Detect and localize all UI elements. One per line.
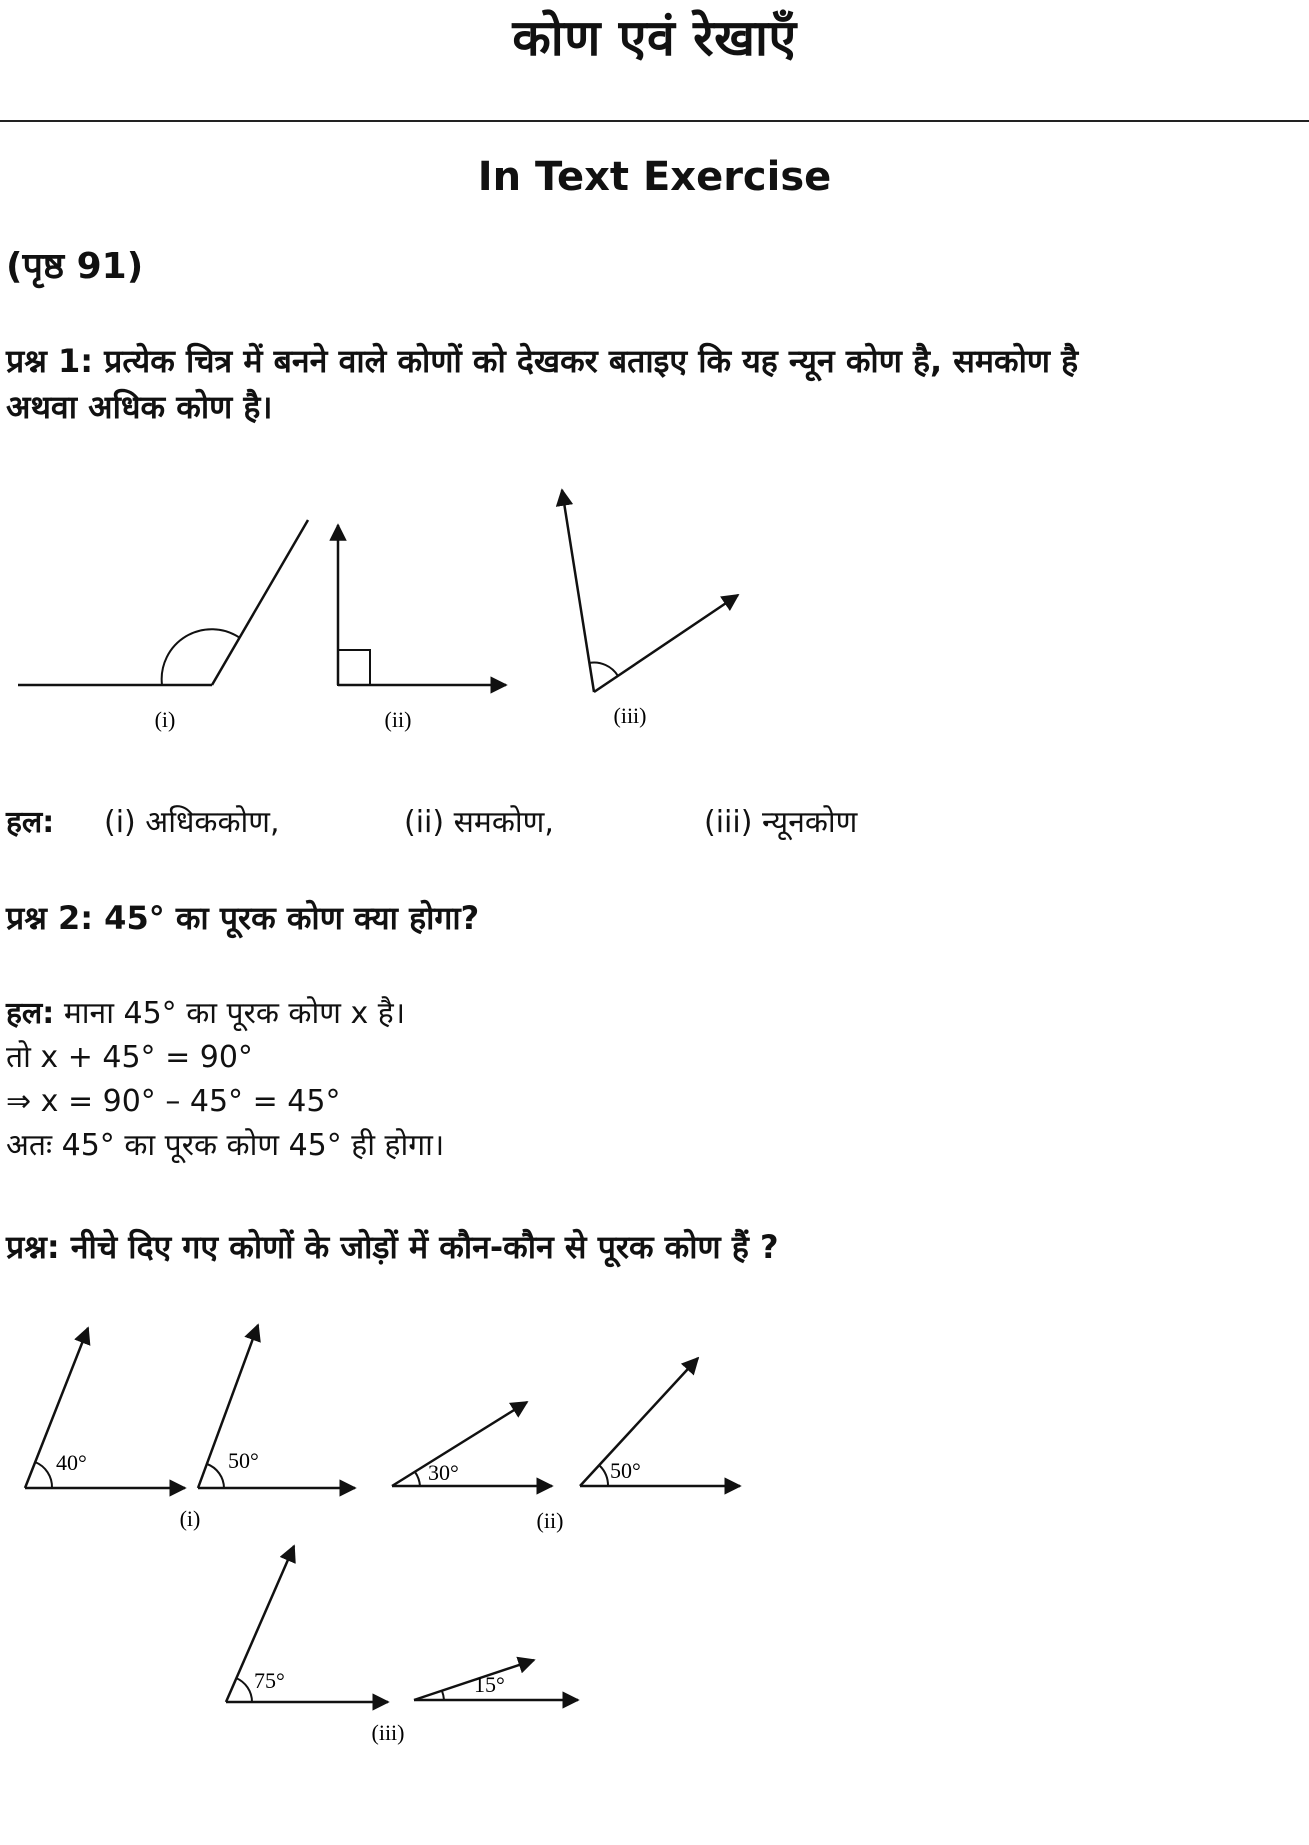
right-angle-diagram (338, 525, 506, 685)
section-subtitle: In Text Exercise (477, 154, 832, 200)
pair-label-ii: (ii) (536, 1508, 564, 1533)
question-3: प्रश्न: नीचे दिए गए कोणों के जोड़ों में कौन-कौन से पूरक कोण हैं ? (6, 1228, 779, 1266)
question-1-line-1: प्रश्न 1: प्रत्येक चित्र में बनने वाले कोणों को देखकर बताइए कि यह न्यून कोण है, समकोण है (6, 342, 1079, 380)
question-1-figure (0, 470, 780, 750)
figure-label-i: (i) (154, 707, 176, 732)
angle-label-30: 30° (428, 1460, 459, 1485)
page-reference: (पृष्ठ 91) (6, 246, 144, 287)
answer-1-iii: (iii) न्यूनकोण (704, 805, 858, 840)
page-title: कोण एवं रेखाएँ (512, 9, 797, 67)
pair-label-iii: (iii) (371, 1720, 405, 1745)
angle-75-diagram (226, 1546, 388, 1702)
acute-angle-diagram (562, 490, 738, 692)
solution-2-text-1: माना 45° का पूरक कोण x है। (63, 996, 406, 1031)
question-2: प्रश्न 2: 45° का पूरक कोण क्या होगा? (6, 899, 480, 937)
angle-label-40: 40° (56, 1450, 87, 1475)
angle-50-ii-diagram (580, 1358, 740, 1486)
solution-2-line-1 (6, 992, 405, 1036)
solution-2-line-3: ⇒ x = 90° – 45° = 45° (6, 1084, 341, 1119)
solution-2-label: हल: (6, 996, 55, 1031)
pair-label-i: (i) (179, 1506, 201, 1531)
angle-label-50-ii: 50° (610, 1458, 641, 1483)
angle-30-diagram (392, 1402, 552, 1486)
question-1-line-2: अथवा अधिक कोण है। (6, 388, 273, 426)
obtuse-angle-diagram (18, 520, 308, 685)
question-3-figure (0, 1310, 780, 1750)
title-divider (0, 120, 1309, 122)
angle-label-75: 75° (254, 1668, 285, 1693)
angle-label-15: 15° (474, 1672, 505, 1697)
angle-40-diagram (25, 1328, 185, 1488)
angle-label-50-i: 50° (228, 1448, 259, 1473)
solution-2-line-4: अतः 45° का पूरक कोण 45° ही होगा। (6, 1128, 445, 1163)
angle-50-diagram (198, 1325, 355, 1488)
solution-2-line-2: तो x + 45° = 90° (6, 1040, 253, 1075)
answer-1-ii: (ii) समकोण, (404, 805, 554, 840)
angle-15-diagram (414, 1660, 578, 1700)
answer-1-i: (i) अधिककोण, (104, 805, 280, 840)
solution-1-label: हल: (6, 805, 55, 840)
figure-label-iii: (iii) (613, 703, 647, 728)
figure-label-ii: (ii) (384, 707, 412, 732)
